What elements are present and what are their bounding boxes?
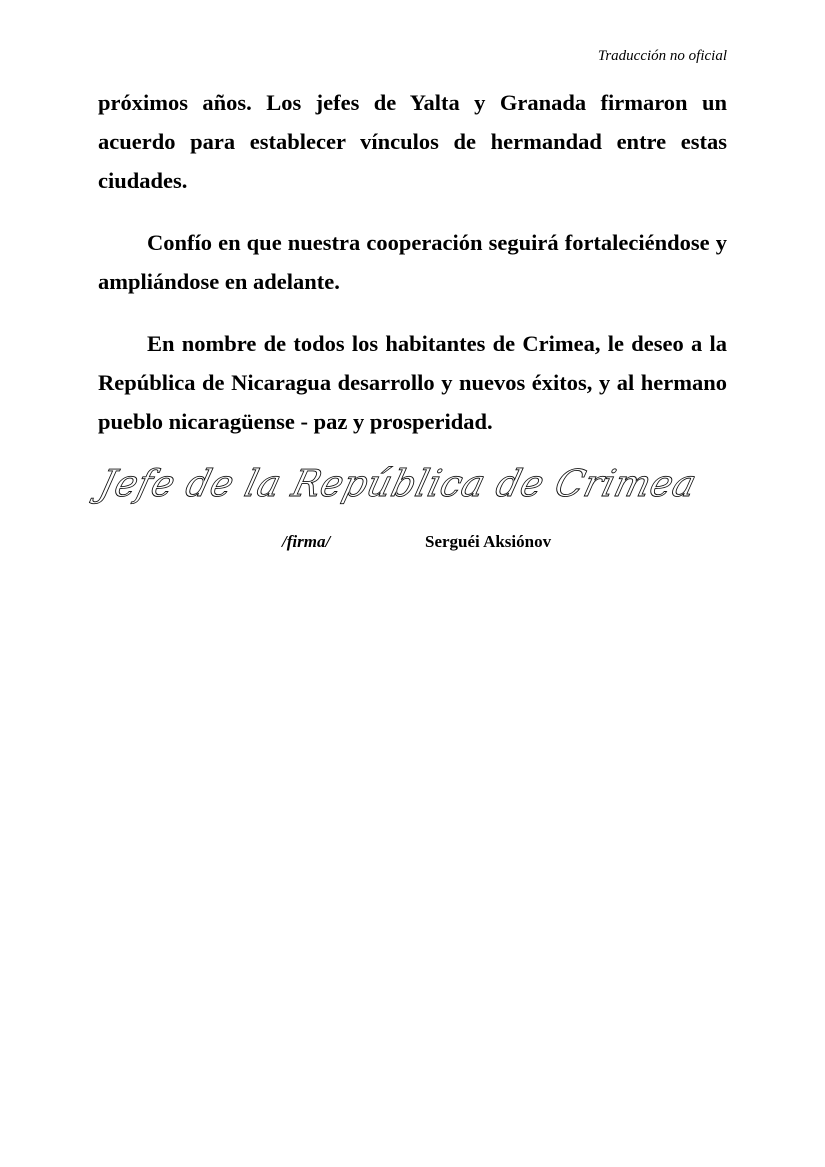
paragraph-wishes: En nombre de todos los habitantes de Crimea, le deseo a la República de Nicaragua desarrollo y nuevos éxitos, y al hermano pueblo nicaragüense - paz y prosperidad. <box>98 331 727 434</box>
paragraph-cooperation: Confío en que nuestra cooperación seguirá fortaleciéndose y ampliándose en adelante. <box>98 230 727 294</box>
signature-placeholder: /firma/ <box>282 532 331 551</box>
signatory-title-script: Jefe de la República de Crimea <box>95 462 702 505</box>
paragraph-continuation: próximos años. Los jefes de Yalta y Granada firmaron un acuerdo para establecer vínculos de hermandad entre estas ciudades. <box>98 90 727 193</box>
unofficial-translation-note: Traducción no oficial <box>597 48 727 64</box>
signer-name: Serguéi Aksiónov <box>425 532 552 551</box>
letter-body <box>98 83 727 441</box>
